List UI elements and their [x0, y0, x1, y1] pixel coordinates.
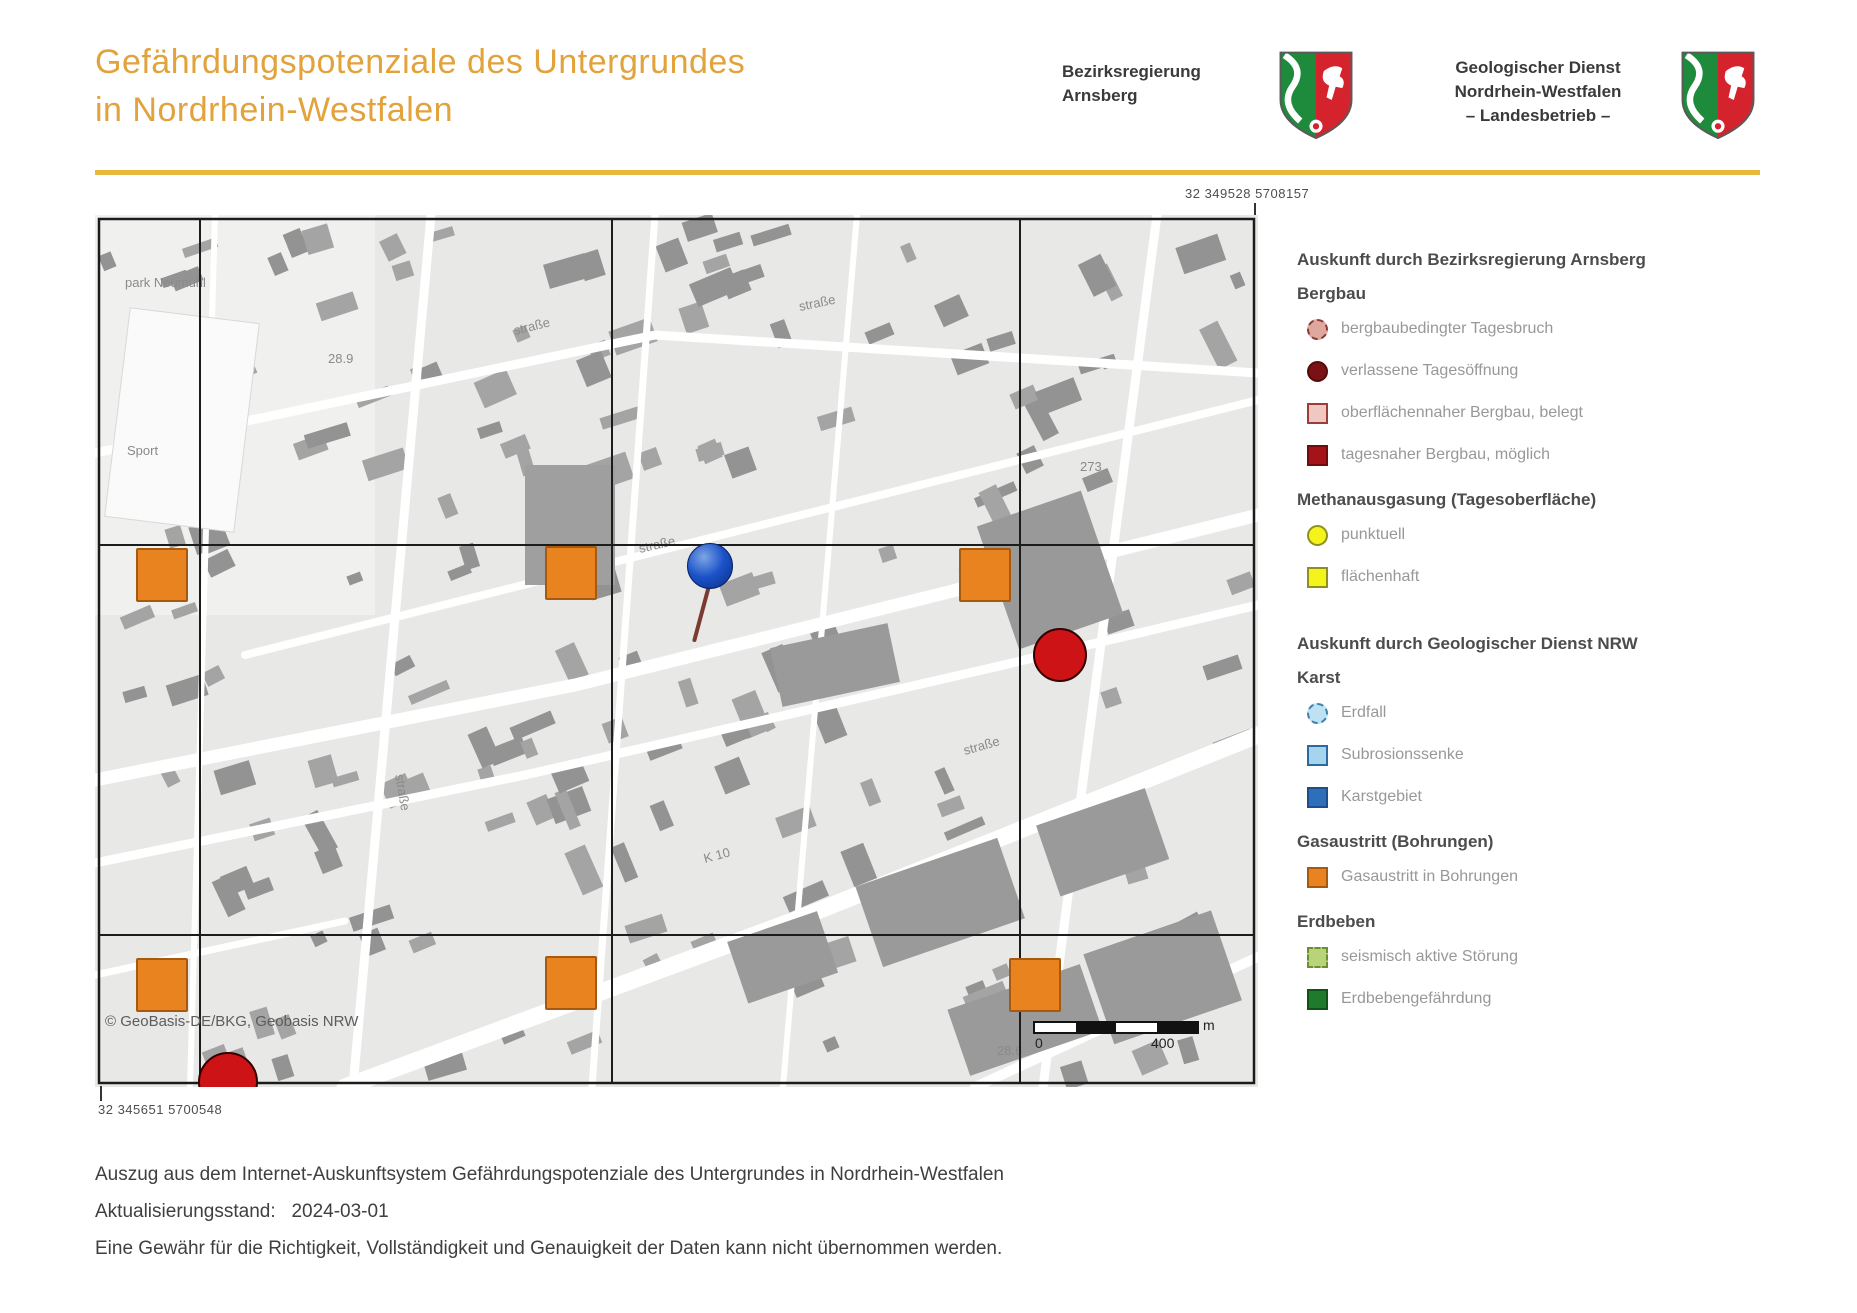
map-container — [95, 215, 1258, 1087]
street-label: park Neumühl — [125, 275, 206, 290]
legend-section-title: Methanausgasung (Tagesoberfläche) — [1297, 490, 1597, 509]
legend-item-bergbau-belegt — [1297, 392, 1777, 434]
legend-item-label: oberflächennaher Bergbau, belegt — [1341, 404, 1583, 421]
gas-borehole-marker — [1009, 958, 1061, 1012]
gas-borehole-marker — [545, 546, 597, 600]
subrosionssenke-icon — [1307, 745, 1328, 766]
legend-group-header: Auskunft durch Bezirksregierung Arnsberg — [1297, 250, 1646, 269]
scale-bar — [1033, 1017, 1215, 1051]
street-label: Sport — [127, 443, 159, 458]
street-label: 28.6 — [997, 1043, 1023, 1058]
legend-section-title: Bergbau — [1297, 284, 1366, 303]
street-label: straße — [637, 533, 677, 556]
methan-punktuell-icon — [1307, 525, 1328, 546]
legend-item-subrosionssenke — [1297, 734, 1777, 776]
street-label: straße — [961, 733, 1002, 758]
legend-item-label: Subrosionssenke — [1341, 746, 1464, 763]
legend-group — [1297, 634, 1777, 1020]
legend-group — [1297, 250, 1777, 598]
map-coordinate-top-right: 32 349528 5708157 — [1185, 186, 1310, 201]
legend-item-erdbebengefaehrdung — [1297, 978, 1777, 1020]
tagesoeffnung-icon — [1307, 361, 1328, 382]
bergbau-moeglich-icon — [1307, 445, 1328, 466]
legend-item-label: verlassene Tagesöffnung — [1341, 362, 1519, 379]
footer — [95, 1164, 1004, 1275]
erdfall-icon — [1307, 703, 1328, 724]
scale-bar-segments — [1033, 1021, 1199, 1034]
legend-item-label: bergbaubedingter Tagesbruch — [1341, 320, 1554, 337]
basemap-sports-field — [105, 308, 260, 532]
scale-bar-max: 400 — [1151, 1035, 1175, 1051]
legend-item-gasaustritt-bohrungen — [1297, 856, 1777, 898]
erdbebengefaehrdung-icon — [1307, 989, 1328, 1010]
legend-item-label: punktuell — [1341, 526, 1406, 543]
org-bezirksregierung-label: Bezirksregierung Arnsberg — [1062, 62, 1201, 105]
location-pin-marker — [687, 543, 733, 589]
scale-bar-zero: 0 — [1035, 1035, 1043, 1051]
map-attribution: © GeoBasis-DE/BKG, Geobasis NRW — [105, 1013, 359, 1030]
header-divider — [95, 170, 1760, 175]
abandoned-opening-marker — [1033, 628, 1087, 682]
legend-item-label: Erdbebengefährdung — [1341, 990, 1492, 1007]
page-title-line2: in Nordrhein-Westfalen — [95, 91, 454, 130]
org-geologischer-dienst-label: Geologischer Dienst Nordrhein-Westfalen – Landesbetrieb – — [1454, 58, 1622, 125]
map-coordinate-bottom-left: 32 345651 5700548 — [98, 1102, 223, 1117]
legend-section-title: Erdbeben — [1297, 912, 1376, 931]
legend-section-title: Karst — [1297, 668, 1341, 687]
footer-disclaimer-line: Eine Gewähr für die Richtigkeit, Vollständigkeit und Genauigkeit der Daten kann nicht übernommen werden. — [95, 1238, 1003, 1259]
gas-borehole-marker — [545, 956, 597, 1010]
street-label: straße — [797, 291, 837, 314]
gasaustritt-bohrungen-icon — [1307, 867, 1328, 888]
legend-item-bergbau-moeglich — [1297, 434, 1777, 476]
street-label: 273 — [1080, 459, 1102, 474]
page-title-line1: Gefährdungspotenziale des Untergrundes — [95, 43, 746, 81]
karstgebiet-icon — [1307, 787, 1328, 808]
legend-item-label: Karstgebiet — [1341, 788, 1422, 805]
gas-borehole-marker — [136, 958, 188, 1012]
footer-update-label: Aktualisierungsstand: — [95, 1201, 276, 1222]
legend-item-label: seismisch aktive Störung — [1341, 948, 1518, 965]
bergbau-belegt-icon — [1307, 403, 1328, 424]
page-title — [95, 38, 745, 135]
footer-update-date: 2024-03-01 — [291, 1201, 389, 1222]
footer-source-line: Auszug aus dem Internet-Auskunftsystem Gefährdungspotenziale des Untergrundes in Nordrhein-Westfalen — [95, 1164, 1004, 1185]
legend-item-methan-flaechenhaft — [1297, 556, 1777, 598]
gas-borehole-marker — [959, 548, 1011, 602]
footer-update-line — [95, 1201, 1004, 1223]
legend-item-seismische-stoerung — [1297, 936, 1777, 978]
map-legend — [1297, 250, 1777, 1020]
nrw-coat-of-arms-icon — [1678, 50, 1758, 142]
legend-item-methan-punktuell — [1297, 514, 1777, 556]
legend-item-tagesoeffnung — [1297, 350, 1777, 392]
legend-item-label: tagesnaher Bergbau, möglich — [1341, 446, 1551, 463]
legend-item-karstgebiet — [1297, 776, 1777, 818]
scale-bar-unit: m — [1203, 1017, 1215, 1033]
map-corner-tick — [100, 1086, 102, 1101]
gas-borehole-marker — [136, 548, 188, 602]
legend-section-title: Gasaustritt (Bohrungen) — [1297, 832, 1494, 851]
nrw-coat-of-arms-icon — [1276, 50, 1356, 142]
legend-item-tagesbruch — [1297, 308, 1777, 350]
legend-item-label: Erdfall — [1341, 704, 1387, 721]
legend-item-label: flächenhaft — [1341, 568, 1420, 585]
tagesbruch-icon — [1307, 319, 1328, 340]
legend-item-label: Gasaustritt in Bohrungen — [1341, 868, 1518, 885]
street-label: K 10 — [701, 844, 732, 866]
street-label: straße — [512, 314, 552, 338]
methan-flaechenhaft-icon — [1307, 567, 1328, 588]
legend-group-header: Auskunft durch Geologischer Dienst NRW — [1297, 634, 1638, 653]
street-label: 28.9 — [328, 351, 354, 366]
seismische-stoerung-icon — [1307, 947, 1328, 968]
street-label: straße — [392, 772, 414, 812]
legend-item-erdfall — [1297, 692, 1777, 734]
